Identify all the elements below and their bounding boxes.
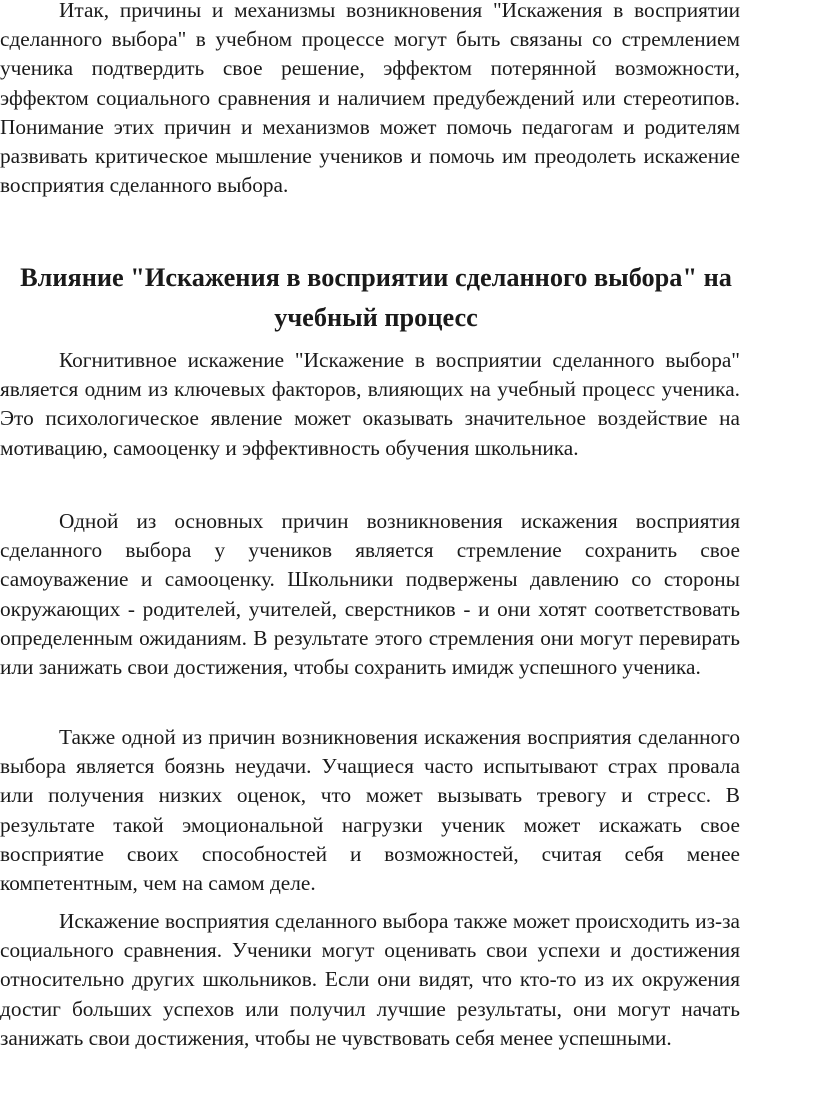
paragraph-fear-of-failure: Также одной из причин возникновения искажения восприятия сделанного выбора является боязнь неудачи. Учащиеся часто испытывают страх провала или получения низких оценок, что может вызывать тревогу и стресс. В результате такой эмоциональной нагрузки ученик может искажать свое восприятие своих способностей и возможностей, считая себя менее компетентным, чем на самом деле. [0,725,740,896]
paragraph-causes-summary: Итак, причины и механизмы возникновения "Искажения в восприятии сделанного выбора" в учебном процессе могут быть связаны со стремлением ученика подтвердить свое решение, эффектом потерянной возможности, эффектом социального сравнения и наличием предубеждений или стереотипов. Понимание этих причин и механизмов может помочь педагогам и родителям развивать критическое мышление учеников и помочь им преодолеть искажение восприятия сделанного выбора. [0,0,740,198]
paragraph-self-esteem: Одной из основных причин возникновения искажения восприятия сделанного выбора у учеников является стремление сохранить свое самоуважение и самооценку. Школьники подвержены давлению со стороны окружающих - родителей, учителей, сверстников - и они хотят соответствовать определенным ожиданиям. В результате этого стремления они могут перевирать или занижать свои достижения, чтобы сохранить имидж успешного ученика. [0,509,740,680]
section-heading: Влияние "Искажения в восприятии сделанного выбора" на учебный процесс [20,263,732,332]
paragraph-social-comparison: Искажение восприятия сделанного выбора также может происходить из-за социального сравнения. Ученики могут оценивать свои успехи и достижения относительно других школьников. Если они видят, что кто-то из их окружения достиг больших успехов или получил лучшие результаты, они могут начать занижать свои достижения, чтобы не чувствовать себя менее успешными. [0,909,740,1050]
paragraph-cognitive-bias: Когнитивное искажение "Искажение в восприятии сделанного выбора" является одним из ключевых факторов, влияющих на учебный процесс ученика. Это психологическое явление может оказывать значительное воздействие на мотивацию, самооценку и эффективность обучения школьника. [0,348,740,460]
